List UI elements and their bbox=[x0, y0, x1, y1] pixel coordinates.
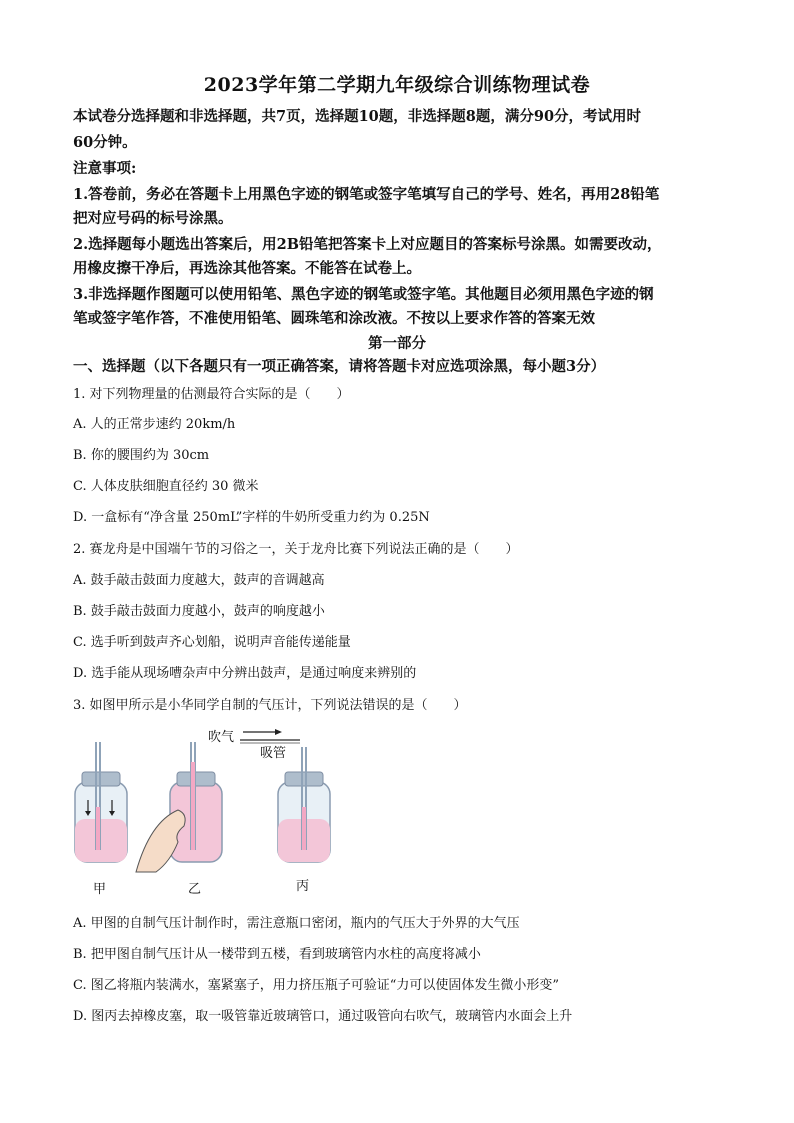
notice-1b: 把对应号码的标号涂黑。 bbox=[73, 210, 233, 227]
question-1-option-b: B. 你的腰围约为 30cm bbox=[73, 448, 210, 463]
part-title: 第一部分 bbox=[368, 335, 426, 352]
question-1-option-d: D. 一盒标有“净含量 250mL”字样的牛奶所受重力约为 0.25N bbox=[73, 510, 430, 525]
question-3-stem: 3. 如图甲所示是小华同学自制的气压计，下列说法错误的是（ ） bbox=[73, 698, 467, 713]
question-3-option-c: C. 图乙将瓶内装满水，塞紧塞子，用力挤压瓶子可验证“力可以使固体发生微小形变” bbox=[73, 978, 560, 993]
notice-2b: 用橡皮擦干净后，再选涂其他答案。不能答在试卷上。 bbox=[73, 260, 421, 277]
question-2-option-c: C. 选手听到鼓声齐心划船，说明声音能传递能量 bbox=[73, 635, 351, 650]
figure-label-straw: 吸管 bbox=[260, 746, 287, 761]
figure-label-blow: 吹气 bbox=[208, 730, 235, 745]
figure-label-bing: 丙 bbox=[296, 879, 310, 894]
figure-label-yi: 乙 bbox=[188, 882, 202, 897]
notice-2a: 2.选择题每小题选出答案后，用2B铅笔把答案卡上对应题目的答案标号涂黑。如需要改动， bbox=[73, 236, 662, 253]
barometer-diagram bbox=[60, 722, 400, 897]
figure-label-jia: 甲 bbox=[93, 882, 107, 897]
intro-line-1: 本试卷分选择题和非选择题，共7页，选择题10题，非选择题8题，满分90分，考试用时 bbox=[73, 108, 642, 125]
question-1-stem: 1. 对下列物理量的估测最符合实际的是（ ） bbox=[73, 387, 350, 402]
intro-line-2: 60分钟。 bbox=[73, 134, 137, 151]
question-1-option-c: C. 人体皮肤细胞直径约 30 微米 bbox=[73, 479, 259, 494]
question-2-option-a: A. 鼓手敲击鼓面力度越大，鼓声的音调越高 bbox=[73, 573, 325, 588]
question-3-option-b: B. 把甲图自制气压计从一楼带到五楼，看到玻璃管内水柱的高度将减小 bbox=[73, 947, 481, 962]
question-2-stem: 2. 赛龙舟是中国端午节的习俗之一，关于龙舟比赛下列说法正确的是（ ） bbox=[73, 542, 519, 557]
page-title: 2023学年第二学期九年级综合训练物理试卷 bbox=[203, 74, 591, 96]
bottle-yi bbox=[136, 742, 222, 872]
barometer-figure bbox=[60, 722, 400, 897]
bottle-jia bbox=[75, 742, 127, 862]
notice-1a: 1.答卷前，务必在答题卡上用黑色字迹的钢笔或签字笔填写自己的学号、姓名，再用28铅笔 bbox=[73, 186, 660, 203]
question-2-option-d: D. 选手能从现场嘈杂声中分辨出鼓声，是通过响度来辨别的 bbox=[73, 666, 417, 681]
notice-3b: 笔或签字笔作答，不准使用铅笔、圆珠笔和涂改液。不按以上要求作答的答案无效 bbox=[73, 310, 595, 327]
question-1-option-a: A. 人的正常步速约 20km/h bbox=[73, 417, 236, 432]
question-3-option-d: D. 图丙去掉橡皮塞，取一吸管靠近玻璃管口，通过吸管向右吹气，玻璃管内水面会上升 bbox=[73, 1009, 573, 1024]
question-3-option-a: A. 甲图的自制气压计制作时，需注意瓶口密闭，瓶内的气压大于外界的大气压 bbox=[73, 916, 520, 931]
section-title: 一、选择题（以下各题只有一项正确答案，请将答题卡对应选项涂黑，每小题3分） bbox=[73, 358, 606, 375]
notice-3a: 3.非选择题作图题可以使用铅笔、黑色字迹的钢笔或签字笔。其他题目必须用黑色字迹的钢 bbox=[73, 286, 654, 303]
notice-heading: 注意事项: bbox=[73, 160, 137, 177]
question-2-option-b: B. 鼓手敲击鼓面力度越小，鼓声的响度越小 bbox=[73, 604, 325, 619]
